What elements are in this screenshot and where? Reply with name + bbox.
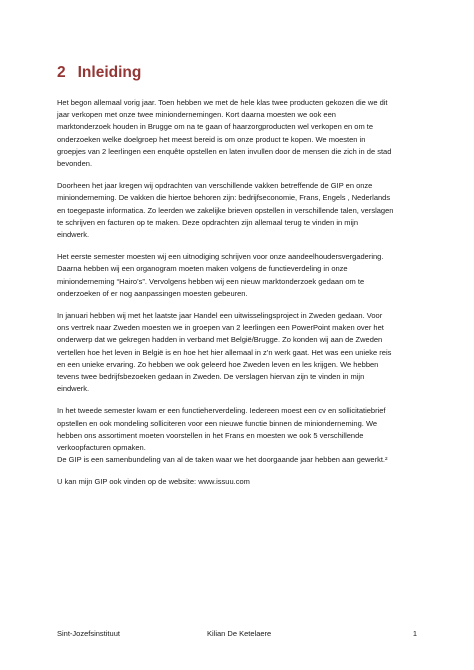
text-line: vertellen hoe het leven in België is en hoe het hier allemaal in z’n werk gaat. Het was een unieke reis (57, 347, 392, 357)
text-line: eindwerk. (57, 384, 90, 394)
text-line: en toegepaste informatica. Zo leerden we zakelijke brieven opstellen in verschillende talen, verslagen (57, 205, 394, 215)
text-line: bevonden. (57, 159, 93, 169)
paragraph (57, 405, 432, 466)
body-text (57, 97, 432, 499)
footer-author: Kilian De Ketelaere (207, 629, 272, 638)
text-line: ons vertrek naar Zweden moesten we in groepen van 2 leerlingen een PowerPoint maken over het (57, 323, 384, 333)
text-line: onderwerp dat we gekregen hadden in verband met België/Brugge. Zo konden wij aan de Zweden (57, 335, 383, 345)
text-line: groepjes van 2 leerlingen een enquête opstellen en laten invullen door de mensen die zich in de stad (57, 146, 392, 156)
paragraph (57, 251, 432, 300)
text-line: In januari hebben wij met het laatste jaar Handel een uitwisselingsproject in Zweden gedaan. Voor (57, 311, 383, 321)
text-line: en een unieke ervaring. Zo hebben we ook geleerd hoe Zweden leven en les krijgen. We hebben (57, 359, 379, 369)
text-line: U kan mijn GIP ook vinden op de website: www.issuu.com (57, 477, 250, 487)
page-footer (57, 629, 417, 641)
chapter-title: Inleiding (77, 64, 142, 81)
text-line: minionderneming. De vakken die hiertoe behoren zijn: bedrijfseconomie, Frans, Engels , Nederlands (57, 193, 391, 203)
text-line: marktonderzoek houden in Brugge om na te gaan of haarzorgproducten wel verkopen en om te (57, 122, 374, 132)
paragraph (57, 97, 432, 170)
paragraph (57, 180, 432, 241)
text-line: tevens twee bedrijfsbezoeken gedaan in Zweden. De verslagen hiervan zijn te vinden in mijn (57, 372, 365, 382)
text-line: onderzoeken welke doelgroep het meest bereid is om onze product te kopen. We moesten in (57, 134, 366, 144)
text-line: onderzoeken of er nog aanpassingen moesten gebeuren. (57, 288, 248, 298)
text-line: Het eerste semester moesten wij een uitnodiging schrijven voor onze aandeelhoudersvergadering. (57, 252, 384, 262)
text-line: In het tweede semester kwam er een functieherverdeling. Iedereen moest een cv en sollicitatiebrief (57, 406, 386, 416)
text-line: Doorheen het jaar kregen wij opdrachten van verschillende vakken betreffende de GIP en onze (57, 181, 373, 191)
paragraph (57, 310, 432, 395)
footer-page-number: 1 (412, 629, 417, 638)
text-line: te schrijven en facturen op te maken. Deze opdrachten zijn allemaal terug te vinden in mijn (57, 217, 358, 227)
chapter-number: 2 (57, 64, 66, 81)
paragraph (57, 476, 432, 488)
text-line: hebben ons assortiment moeten voorstellen in het Frans en moesten we ook 5 verschillende (57, 430, 364, 440)
chapter-heading (57, 64, 141, 82)
text-line: De GIP is een samenbundeling van al de taken waar we het doorgaande jaar hebben aan gewerkt.² (57, 455, 388, 465)
text-line: minionderneming “Hairo’s”. Vervolgens hebben wij een nieuw marktonderzoek gedaan om te (57, 276, 365, 286)
text-line: verkoopfacturen opmaken. (57, 443, 146, 453)
text-line: Daarna hebben wij een organogram moeten maken volgens de functieverdeling in onze (57, 264, 348, 274)
footer-school: Sint-Jozefsinstituut (57, 629, 120, 638)
text-line: Het begon allemaal vorig jaar. Toen hebben we met de hele klas twee producten gekozen die we dit (57, 98, 388, 107)
text-line: jaar verkopen met onze twee miniondernemingen. Kort daarna moesten we ook een (57, 110, 336, 120)
text-line: eindwerk. (57, 230, 90, 240)
text-line: opstellen en ook mondeling solliciteren voor een nieuwe functie binnen de minionderneming. We (57, 418, 378, 428)
